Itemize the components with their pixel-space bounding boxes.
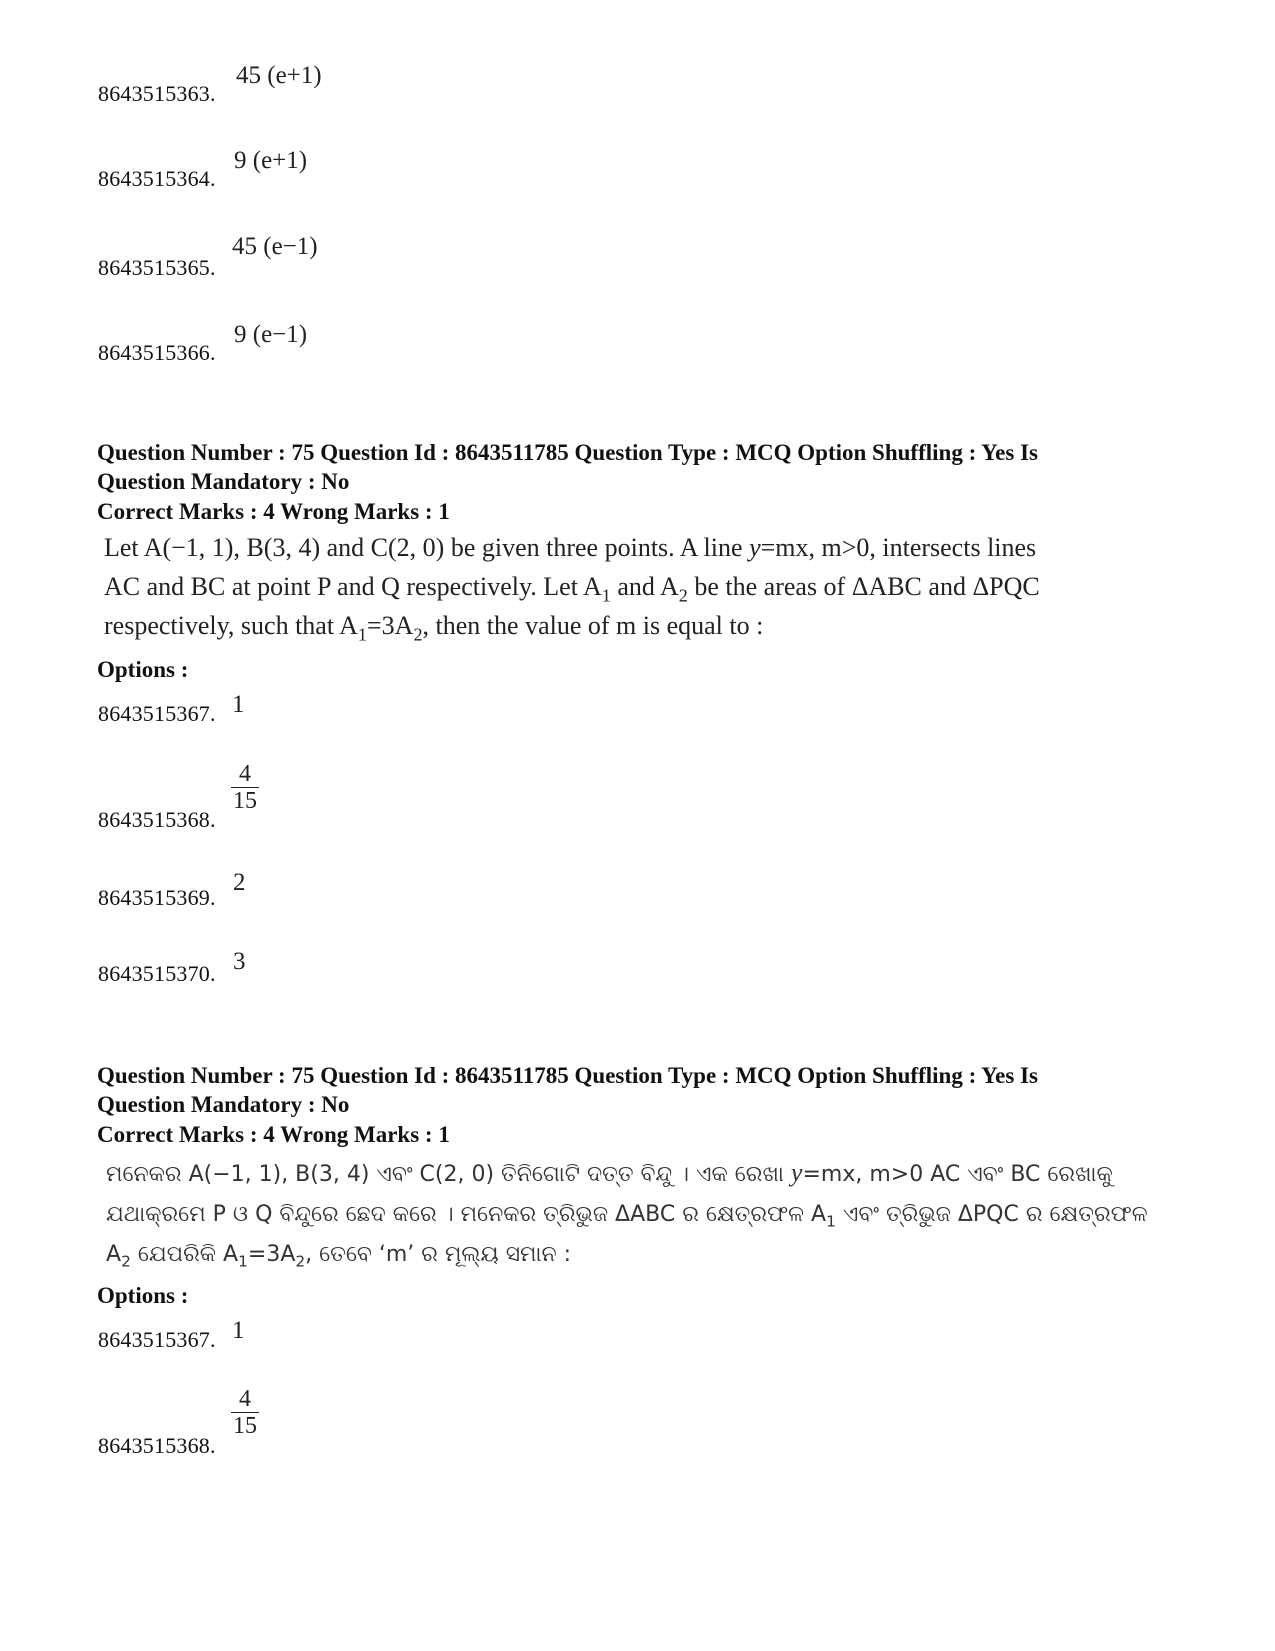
- option-fraction: [231, 761, 259, 815]
- option-value: 45 (e−1): [232, 233, 318, 260]
- option-id: 8643515363.: [98, 81, 216, 106]
- option-value: 45 (e+1): [236, 62, 322, 89]
- question-text-line: $A_2$ ଯେପରିକି $A_1=3A_2$, ତେବେ ‘m’ ର ମୂଲ୍ୟ ସମାନ :: [106, 1242, 572, 1271]
- options-label: Options :: [97, 657, 189, 682]
- option-id: 8643515367.: [98, 701, 216, 726]
- option-value: 2: [233, 869, 246, 896]
- options-label: Options :: [97, 1283, 189, 1308]
- option-id: 8643515364.: [98, 166, 216, 191]
- question-text-line: ମନେକର A(−1, 1), B(3, 4) ଏବଂ C(2, 0) ତିନିଗୋଟି ଦତ୍ତ ବିନ୍ଦୁ । ଏକ ରେଖା y=mx, m>0 AC ଏବଂ BC ରେଖାକୁ: [106, 1158, 1113, 1187]
- option-value: 1: [232, 691, 245, 718]
- question-header: [97, 438, 1038, 496]
- question-text-line: ଯଥାକ୍ରମେ P ଓ Q ବିନ୍ଦୁରେ ଛେଦ କରେ । ମନେକର ତ୍ରିଭୁଜ ΔABC ର କ୍ଷେତ୍ରଫଳ $A_1$ ଏବଂ ତ୍ରିଭୁଜ ΔPQC ର କ୍ଷେତ୍ରଫଳ: [106, 1202, 1148, 1231]
- question-header: [97, 1061, 1038, 1119]
- option-id: 8643515368.: [98, 807, 216, 832]
- question-text-line: Let A(−1, 1), B(3, 4) and C(2, 0) be given three points. A line y=mx, m>0, intersects lines: [104, 533, 1037, 562]
- option-id: 8643515366.: [98, 340, 216, 365]
- option-value: 1: [232, 1317, 245, 1344]
- marks-line: Correct Marks : 4 Wrong Marks : 1: [97, 499, 450, 524]
- marks-line: Correct Marks : 4 Wrong Marks : 1: [97, 1122, 450, 1147]
- option-value: 9 (e−1): [234, 321, 308, 348]
- fraction-numerator: 4: [231, 1386, 259, 1413]
- question-header-line: Question Mandatory : No: [97, 469, 350, 494]
- option-id: 8643515367.: [98, 1327, 216, 1352]
- option-value: 3: [233, 948, 246, 975]
- option-value: 9 (e+1): [234, 147, 308, 174]
- option-id: 8643515368.: [98, 1433, 216, 1458]
- fraction-denominator: 15: [233, 788, 257, 815]
- option-id: 8643515365.: [98, 255, 216, 280]
- option-id: 8643515369.: [98, 885, 216, 910]
- question-header-line: Question Number : 75 Question Id : 8643511785 Question Type : MCQ Option Shuffling : Yes Is: [97, 440, 1038, 465]
- question-text: [106, 1153, 1166, 1275]
- question-text-line: respectively, such that $A_1=3A_2$, then the value of m is equal to :: [104, 611, 764, 645]
- question-header-line: Question Number : 75 Question Id : 8643511785 Question Type : MCQ Option Shuffling : Yes Is: [97, 1063, 1038, 1088]
- fraction-denominator: 15: [233, 1413, 257, 1440]
- question-header-line: Question Mandatory : No: [97, 1092, 350, 1117]
- question-text-line: AC and BC at point P and Q respectively. Let $A_1$ and $A_2$ be the areas of ΔABC and ΔPQC: [104, 572, 1040, 606]
- question-text: [104, 528, 1164, 645]
- option-id: 8643515370.: [98, 961, 216, 986]
- option-fraction: [231, 1386, 259, 1440]
- fraction-numerator: 4: [231, 761, 259, 788]
